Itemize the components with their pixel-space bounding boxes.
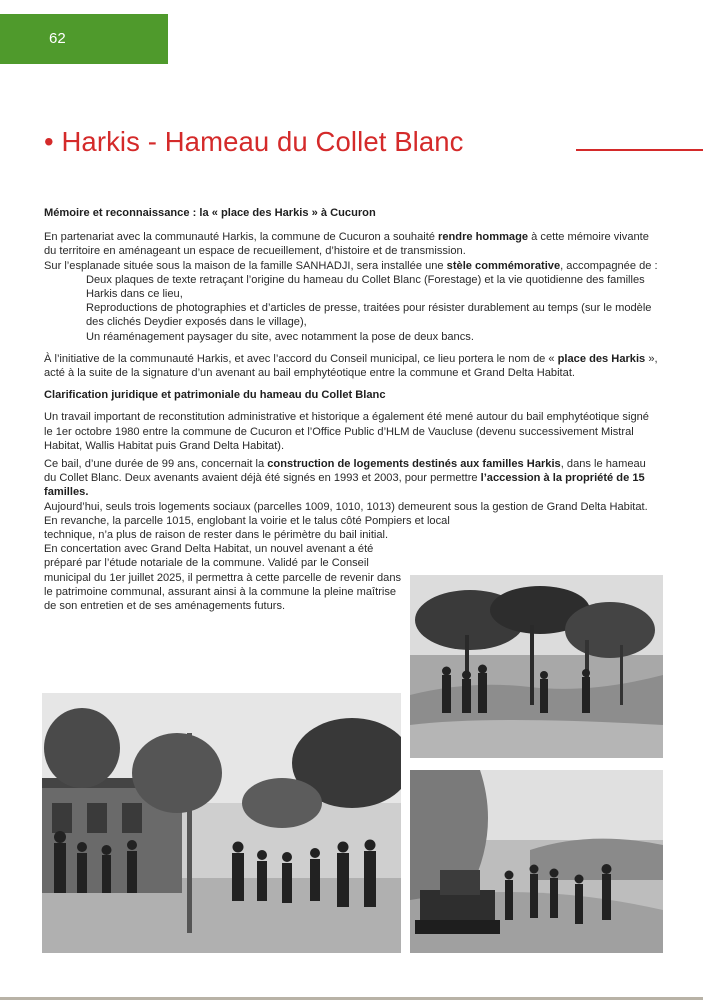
section1-paragraph-2: Sur l’esplanade située sous la maison de la famille SANHADJI, sera installée une stèle commémorative, accompagnée de : [44, 259, 658, 272]
title-row [44, 126, 703, 166]
section1-paragraph-1: En partenariat avec la communauté Harkis, la commune de Cucuron a souhaité rendre hommage à cette mémoire vivante du territoire en aménageant un espace de recueillement, d’histoire et de transmission. [44, 231, 649, 258]
photo-pine-trees-group [410, 575, 663, 758]
section1-heading: Mémoire et reconnaissance : la « place des Harkis » à Cucuron [44, 207, 376, 219]
title-rule [576, 149, 703, 151]
page-title: • Harkis - Hameau du Collet Blanc [44, 126, 464, 157]
page-number: 62 [49, 30, 66, 47]
list-item: Un réaménagement paysager du site, avec notamment la pose de deux bancs. [86, 330, 474, 343]
section2-paragraph-4: En concertation avec Grand Delta Habitat, un nouvel avenant a été préparé par l’étude notariale de la commune. Validé par le Conseil municipal du 1er juillet 2025, il permettra à cette parcelle de revenir dans le patrimoine communal, assurant ainsi à la commune la pleine maîtrise de son entretien et de ses aménagements futurs. [44, 543, 402, 613]
section2-paragraph-3-cont: technique, n’a plus de raison de rester dans le périmètre du bail initial. [44, 529, 389, 542]
photo-bulldozer-workers [410, 770, 663, 953]
list-item: Reproductions de photographies et d’articles de presse, traitées pour résister durablement au temps (sur le modèle des clichés Deydier exposés dans le village), [86, 302, 652, 329]
list-item: Deux plaques de texte retraçant l’origine du hameau du Collet Blanc (Forestage) et la vie quotidienne des familles Harkis dans ce lieu, [86, 273, 645, 301]
section2-paragraph-1: Un travail important de reconstitution administrative et historique a également été mené autour du bail emphytéotique signé le 1er octobre 1980 entre la commune de Cucuron et l’Office Public d’HLM de Vaucluse (devenu successivement Mistral Habitat, Wallis Habitat puis Grand Delta Habitat). [44, 411, 649, 452]
section2-heading: Clarification juridique et patrimoniale du hameau du Collet Blanc [44, 389, 386, 402]
section-memoire [44, 206, 659, 613]
section2-paragraph-2: Ce bail, d’une durée de 99 ans, concernait la construction de logements destinés aux familles Harkis, dans le hameau du Collet Blanc. Deux avenants avaient déjà été signés en 1993 et 2003, pour permettre l’accession à la propriété de 15 familles. [44, 458, 646, 499]
photo-families-barracks [42, 693, 401, 953]
section1-paragraph-3: À l’initiative de la communauté Harkis, et avec l’accord du Conseil municipal, ce lieu portera le nom de « place des Harkis », acté à la suite de la signature d’un avenant au bail emphytéotique entre la commune et Grand Delta Habitat. [44, 352, 658, 380]
section2-paragraph-3: Aujourd’hui, seuls trois logements sociaux (parcelles 1009, 1010, 1013) demeurent sous la gestion de Grand Delta Habitat. En revanche, la parcelle 1015, englobant la voirie et le talus côté Pompiers et local [44, 500, 648, 527]
page-number-tab [0, 14, 168, 64]
